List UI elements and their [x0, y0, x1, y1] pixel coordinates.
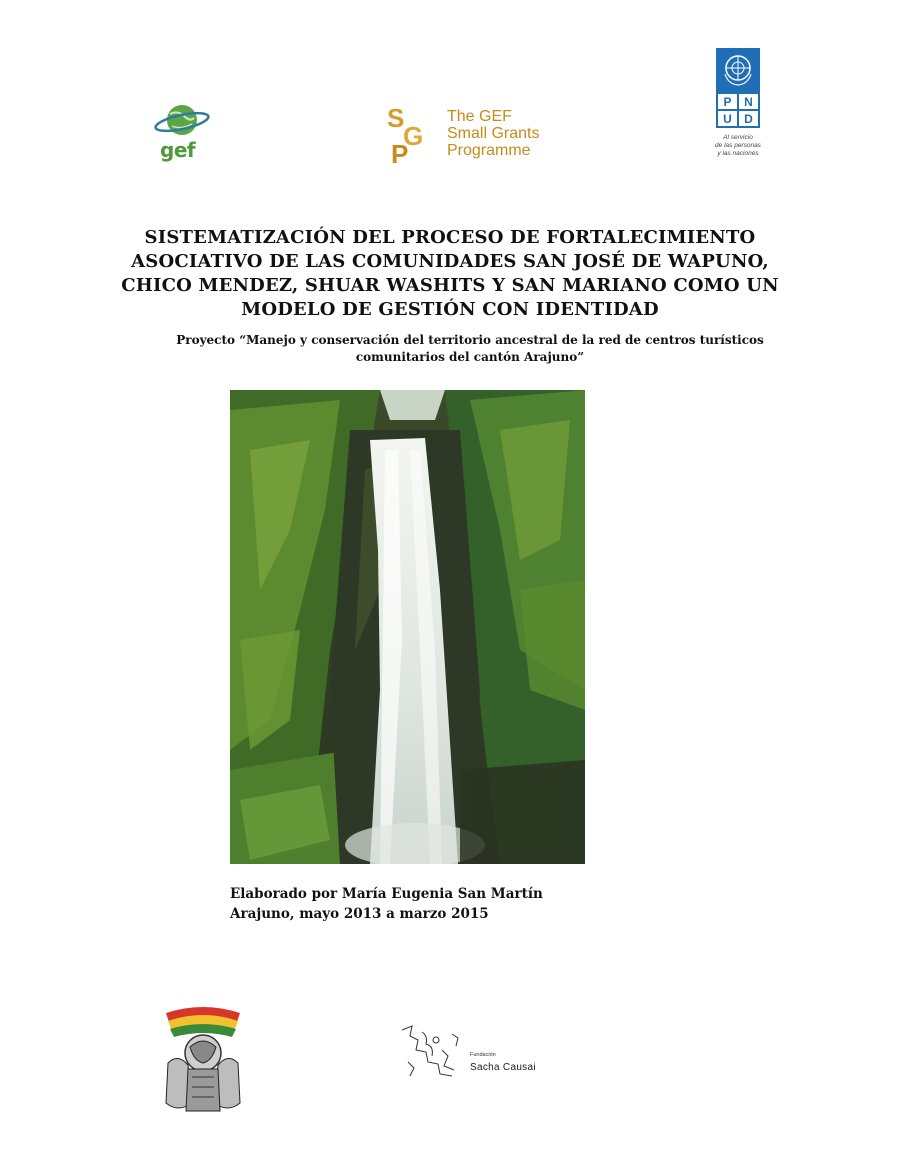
- svg-text:P: P: [391, 139, 409, 165]
- svg-text:S: S: [387, 105, 405, 133]
- sacha-causai-logo: [398, 1022, 568, 1086]
- sgp-line-3: Programme: [447, 142, 531, 159]
- pnud-letters: [716, 92, 760, 128]
- credits: [230, 884, 543, 924]
- community-shield-logo: [158, 1003, 248, 1115]
- author-line: Elaborado por María Eugenia San Martín: [230, 886, 543, 902]
- sgp-line-1: The GEF: [447, 108, 512, 125]
- pnud-tagline-3: y las naciones: [717, 150, 759, 157]
- pnud-logo: [708, 48, 768, 166]
- title-line-3: CHICO MENDEZ, SHUAR WASHITS Y SAN MARIANO COMO UN: [121, 275, 779, 296]
- pnud-tagline-2: de las personas: [715, 142, 761, 149]
- sacha-drawing-icon: [398, 1022, 468, 1086]
- place-date-line: Arajuno, mayo 2013 a marzo 2015: [230, 906, 489, 922]
- document-title: [120, 226, 780, 322]
- sacha-name-label: Sacha Causai: [470, 1062, 536, 1073]
- pnud-tagline: [708, 134, 768, 158]
- pnud-letter-p: P: [718, 94, 737, 109]
- svg-text:G: G: [403, 121, 424, 151]
- gef-logo: [150, 100, 220, 170]
- pnud-tagline-1: Al servicio: [723, 134, 753, 141]
- globe-icon: [150, 100, 220, 140]
- pnud-letter-u: U: [718, 111, 737, 126]
- title-line-2: ASOCIATIVO DE LAS COMUNIDADES SAN JOSÉ DE WAPUNO,: [131, 251, 769, 272]
- sgp-wordmark: [447, 108, 539, 159]
- waterfall-photo: [230, 390, 585, 864]
- title-line-1: SISTEMATIZACIÓN DEL PROCESO DE FORTALECIMIENTO: [144, 227, 756, 248]
- sacha-foundation-label: Fundación: [470, 1052, 496, 1058]
- sgp-mark-icon: [385, 105, 443, 165]
- shield-emblem-icon: [158, 1003, 248, 1115]
- un-emblem-icon: [716, 48, 760, 92]
- sgp-logo: [385, 105, 560, 167]
- waterfall-image: [230, 390, 585, 864]
- pnud-letter-n: N: [739, 94, 758, 109]
- sgp-line-2: Small Grants: [447, 125, 540, 142]
- subtitle-line-2: comunitarios del cantón Arajuno”: [355, 350, 585, 364]
- title-line-4: MODELO DE GESTIÓN CON IDENTIDAD: [241, 299, 659, 320]
- pnud-letter-d: D: [739, 111, 758, 126]
- gef-wordmark: gef: [160, 138, 196, 162]
- project-subtitle: [130, 332, 810, 366]
- subtitle-line-1: Proyecto “Manejo y conservación del territorio ancestral de la red de centros turísticos: [176, 333, 764, 347]
